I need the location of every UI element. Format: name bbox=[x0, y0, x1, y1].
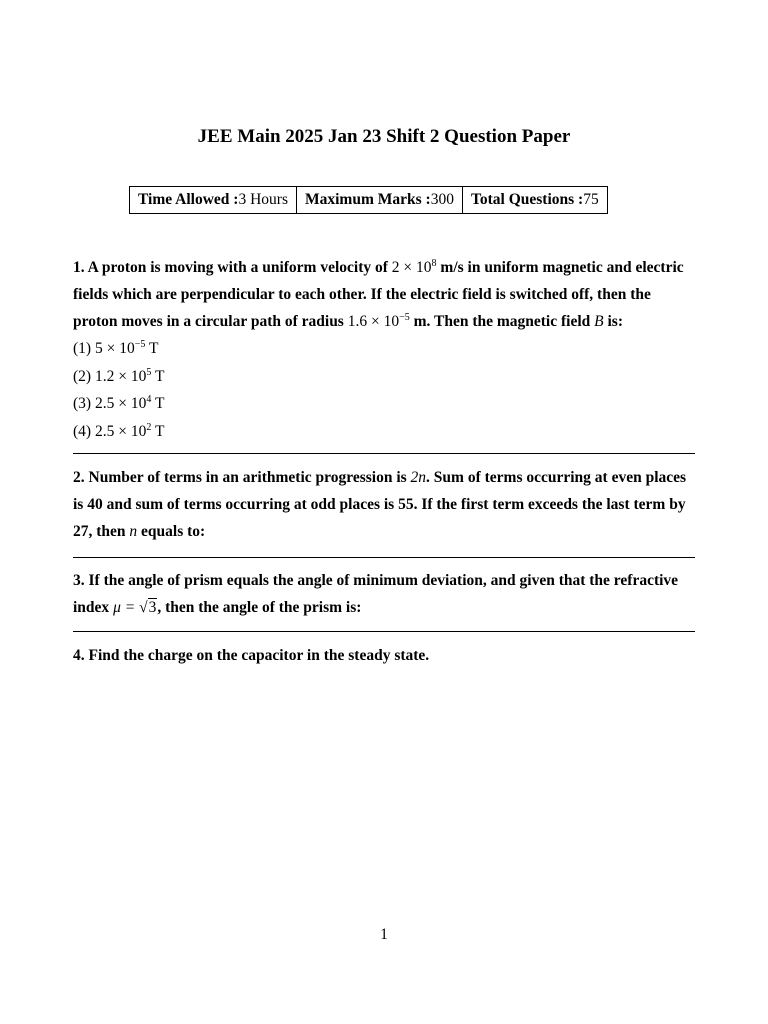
radius-value bbox=[348, 313, 410, 330]
math-variable: n bbox=[129, 523, 138, 540]
question-text: equals to: bbox=[141, 523, 206, 540]
page-number: 1 bbox=[380, 926, 388, 943]
option-exponent: 2 bbox=[146, 421, 152, 433]
question-number: 3. bbox=[73, 572, 85, 589]
velocity-mantissa: 2 × 10 bbox=[391, 259, 432, 276]
option-mantissa: 5 × 10 bbox=[94, 340, 135, 357]
option-value bbox=[95, 368, 151, 385]
option-label: (3) bbox=[73, 395, 92, 412]
option-exponent: 4 bbox=[146, 394, 152, 405]
option-value bbox=[95, 340, 145, 357]
math-symbol: μ = bbox=[113, 599, 136, 616]
question-text: m. Then the magnetic field bbox=[413, 313, 591, 330]
question-text: m/s in uniform magnetic and electric fields which are perpendicular to each other. If the electric field is switched off, then the proton moves in a circular path of radius bbox=[73, 259, 684, 330]
question-number: 2. bbox=[73, 469, 85, 486]
radius-mantissa: 1.6 × 10 bbox=[347, 313, 400, 330]
option-mantissa: 1.2 × 10 bbox=[94, 367, 147, 385]
option-unit: T bbox=[154, 395, 165, 412]
sqrt-sign: √ bbox=[139, 599, 148, 616]
option-value bbox=[95, 395, 151, 412]
question-number: 4. bbox=[73, 647, 85, 664]
option-label: (1) bbox=[73, 340, 92, 357]
option-unit: T bbox=[154, 367, 165, 385]
option-value bbox=[95, 423, 151, 440]
question-text: is: bbox=[607, 313, 623, 330]
option-unit: T bbox=[154, 422, 165, 440]
time-allowed-value: 3 Hours bbox=[238, 191, 288, 208]
total-questions-cell bbox=[462, 187, 607, 214]
question-divider bbox=[73, 557, 695, 558]
option-exponent: 5 bbox=[146, 366, 152, 378]
question-4 bbox=[73, 642, 695, 669]
page-title: JEE Main 2025 Jan 23 Shift 2 Question Paper bbox=[197, 126, 571, 147]
question-text: If the angle of prism equals the angle of minimum deviation, and given that the refractive index bbox=[73, 572, 679, 616]
option-exponent: −5 bbox=[134, 339, 146, 350]
option-label: (4) bbox=[73, 422, 92, 440]
time-allowed-label: Time Allowed : bbox=[138, 191, 239, 208]
question-text: Number of terms in an arithmetic progression is bbox=[88, 469, 407, 486]
time-allowed-cell bbox=[130, 187, 297, 214]
total-questions-label: Total Questions : bbox=[470, 191, 584, 208]
option-mantissa: 2.5 × 10 bbox=[94, 395, 147, 412]
exam-info-table bbox=[129, 186, 608, 214]
question-divider bbox=[73, 453, 695, 454]
velocity-exponent: 8 bbox=[431, 258, 437, 269]
maximum-marks-cell bbox=[296, 187, 462, 214]
velocity-value bbox=[392, 259, 437, 276]
answer-option bbox=[73, 335, 695, 363]
questions-area bbox=[73, 254, 695, 669]
sqrt-radicand: 3 bbox=[148, 599, 157, 616]
question-number: 1. bbox=[73, 259, 85, 276]
question-divider bbox=[73, 631, 695, 632]
answer-option bbox=[73, 418, 695, 446]
option-unit: T bbox=[148, 340, 159, 357]
question-3 bbox=[73, 567, 695, 621]
field-symbol: B bbox=[594, 313, 604, 330]
maximum-marks-label: Maximum Marks : bbox=[304, 191, 431, 208]
square-root bbox=[139, 598, 157, 616]
question-1 bbox=[73, 254, 695, 335]
radius-exponent: −5 bbox=[399, 312, 410, 323]
math-expression: 2n bbox=[410, 469, 427, 486]
question-text: A proton is moving with a uniform velocity of bbox=[87, 259, 388, 276]
question-text: . Sum of terms occurring at even places is 40 and sum of terms occurring at odd places is 55. If the first term exceeds the last term by 27, then bbox=[73, 469, 687, 540]
maximum-marks-value: 300 bbox=[430, 191, 454, 208]
total-questions-value: 75 bbox=[583, 191, 599, 208]
question-text: , then the angle of the prism is: bbox=[157, 599, 362, 616]
option-mantissa: 2.5 × 10 bbox=[94, 422, 147, 440]
question-2 bbox=[73, 464, 695, 545]
question-text: Find the charge on the capacitor in the steady state. bbox=[88, 647, 430, 664]
answer-option bbox=[73, 390, 695, 418]
answer-option bbox=[73, 363, 695, 391]
option-label: (2) bbox=[73, 367, 92, 385]
